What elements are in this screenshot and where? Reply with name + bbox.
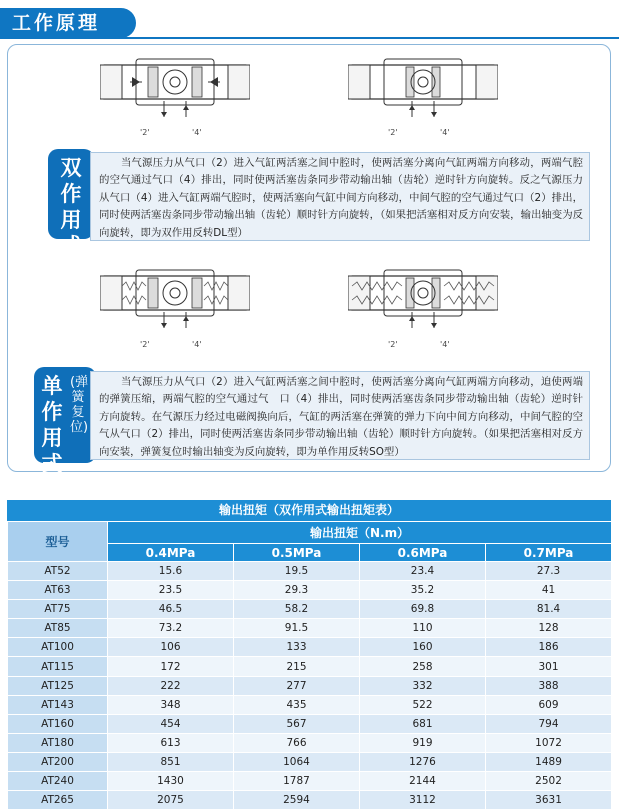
- model-cell: AT143: [8, 695, 108, 714]
- port-2-label: '2': [388, 340, 398, 349]
- torque-cell: 128: [486, 619, 612, 638]
- port-2-label: '2': [140, 128, 150, 137]
- torque-cell: 215: [234, 657, 360, 676]
- port-2-label: '2': [388, 128, 398, 137]
- torque-cell: 133: [234, 638, 360, 657]
- pressure-header: 0.4MPa: [108, 544, 234, 562]
- table-row: [8, 600, 612, 619]
- torque-cell: 29.3: [234, 581, 360, 600]
- torque-cell: 766: [234, 733, 360, 752]
- port-4-label: '4': [440, 340, 450, 349]
- table-row: [8, 752, 612, 771]
- torque-cell: 172: [108, 657, 234, 676]
- torque-cell: 186: [486, 638, 612, 657]
- double-acting-open-diagram: [100, 55, 250, 127]
- torque-cell: 2075: [108, 791, 234, 810]
- table-row: [8, 714, 612, 733]
- torque-cell: 1064: [234, 752, 360, 771]
- port-4-label: '4': [192, 128, 202, 137]
- torque-cell: 388: [486, 676, 612, 695]
- table-row: [8, 791, 612, 810]
- torque-cell: 27.3: [486, 562, 612, 581]
- pressure-header: 0.6MPa: [360, 544, 486, 562]
- torque-cell: 91.5: [234, 619, 360, 638]
- port-4-label: '4': [440, 128, 450, 137]
- torque-cell: 3112: [360, 791, 486, 810]
- torque-cell: 567: [234, 714, 360, 733]
- torque-cell: 522: [360, 695, 486, 714]
- single-acting-title: 单作用式: [41, 374, 63, 476]
- table-row: [8, 581, 612, 600]
- double-acting-close-diagram: [348, 55, 498, 127]
- pressure-header: 0.5MPa: [234, 544, 360, 562]
- torque-cell: 1072: [486, 733, 612, 752]
- torque-cell: 41: [486, 581, 612, 600]
- torque-cell: 2144: [360, 772, 486, 791]
- port-2-label: '2': [140, 340, 150, 349]
- model-cell: AT75: [8, 600, 108, 619]
- torque-table-title: 输出扭矩（双作用式输出扭矩表）: [7, 500, 611, 521]
- torque-cell: 58.2: [234, 600, 360, 619]
- torque-cell: 454: [108, 714, 234, 733]
- torque-cell: 1276: [360, 752, 486, 771]
- port-4-label: '4': [192, 340, 202, 349]
- pressure-header: 0.7MPa: [486, 544, 612, 562]
- model-cell: AT63: [8, 581, 108, 600]
- torque-cell: 23.4: [360, 562, 486, 581]
- torque-cell: 3631: [486, 791, 612, 810]
- torque-cell: 106: [108, 638, 234, 657]
- torque-cell: 2594: [234, 791, 360, 810]
- torque-cell: 110: [360, 619, 486, 638]
- torque-cell: 69.8: [360, 600, 486, 619]
- section-title: 工作原理: [0, 8, 136, 38]
- model-cell: AT100: [8, 638, 108, 657]
- torque-cell: 919: [360, 733, 486, 752]
- model-cell: AT265: [8, 791, 108, 810]
- model-cell: AT160: [8, 714, 108, 733]
- torque-cell: 160: [360, 638, 486, 657]
- torque-cell: 258: [360, 657, 486, 676]
- table-row: [8, 657, 612, 676]
- torque-cell: 73.2: [108, 619, 234, 638]
- double-acting-label: [48, 149, 94, 258]
- table-row: [8, 733, 612, 752]
- torque-cell: 794: [486, 714, 612, 733]
- single-acting-close-diagram: [348, 266, 498, 338]
- torque-cell: 609: [486, 695, 612, 714]
- torque-cell: 46.5: [108, 600, 234, 619]
- torque-cell: 81.4: [486, 600, 612, 619]
- table-row: [8, 772, 612, 791]
- torque-cell: 35.2: [360, 581, 486, 600]
- double-acting-description: 当气源压力从气口（2）进入气缸两活塞之间中腔时，使两活塞分离向气缸两端方向移动，两端气腔的空气通过气口（4）排出，同时使两活塞齿条同步带动输出轴（齿轮）逆时针方向旋转。反之气源压力从气口（4）进入气缸两端气腔时，使两活塞向气缸中间方向移动，中间气腔的空气通过气口（2）排出，同时使两活塞齿条同步带动输出轴（齿轮）顺时针方向旋转，（如果把活塞相对反方向安装，输出轴变为反向旋转，即为双作用反转DL型）: [90, 152, 590, 241]
- torque-cell: 613: [108, 733, 234, 752]
- model-cell: AT52: [8, 562, 108, 581]
- torque-cell: 681: [360, 714, 486, 733]
- table-row: [8, 638, 612, 657]
- single-acting-subtitle: (弹簧复位): [70, 375, 89, 435]
- torque-header: 输出扭矩（N.m）: [108, 522, 612, 544]
- title-divider: [0, 37, 619, 39]
- torque-cell: 1787: [234, 772, 360, 791]
- torque-cell: 15.6: [108, 562, 234, 581]
- model-cell: AT115: [8, 657, 108, 676]
- torque-cell: 23.5: [108, 581, 234, 600]
- torque-cell: 2502: [486, 772, 612, 791]
- table-row: [8, 676, 612, 695]
- torque-cell: 1430: [108, 772, 234, 791]
- model-cell: AT85: [8, 619, 108, 638]
- torque-cell: 851: [108, 752, 234, 771]
- torque-cell: 301: [486, 657, 612, 676]
- torque-cell: 1489: [486, 752, 612, 771]
- model-cell: AT240: [8, 772, 108, 791]
- table-row: [8, 619, 612, 638]
- torque-cell: 348: [108, 695, 234, 714]
- table-row: [8, 562, 612, 581]
- model-header: 型号: [8, 522, 108, 562]
- single-acting-label: [34, 367, 96, 476]
- torque-table: [7, 521, 612, 810]
- torque-table-section: [7, 500, 611, 810]
- single-acting-description: 当气源压力从气口（2）进入气缸两活塞之间中腔时，使两活塞分离向气缸两端方向移动，迫使两端的弹簧压缩，两端气腔的空气通过气 口（4）排出，同时使两活塞齿条同步带动输出轴（齿轮）逆时针方向旋转。在气源压力经过电磁阀换向后，气缸的两活塞在弹簧的弹力下向中间方向移动，中间气腔的空气从气口（2）排出，同时使两活塞齿条同步带动输出轴（齿轮）顺时针方向旋转。（如果把活塞相对反方向安装，弹簧复位时输出轴变为反向旋转，即为单作用反转SO型）: [90, 371, 590, 460]
- torque-cell: 222: [108, 676, 234, 695]
- torque-cell: 332: [360, 676, 486, 695]
- model-cell: AT125: [8, 676, 108, 695]
- table-row: [8, 695, 612, 714]
- torque-cell: 19.5: [234, 562, 360, 581]
- single-acting-open-diagram: [100, 266, 250, 338]
- torque-cell: 277: [234, 676, 360, 695]
- torque-cell: 435: [234, 695, 360, 714]
- double-acting-title: 双作用式: [60, 156, 82, 258]
- model-cell: AT180: [8, 733, 108, 752]
- model-cell: AT200: [8, 752, 108, 771]
